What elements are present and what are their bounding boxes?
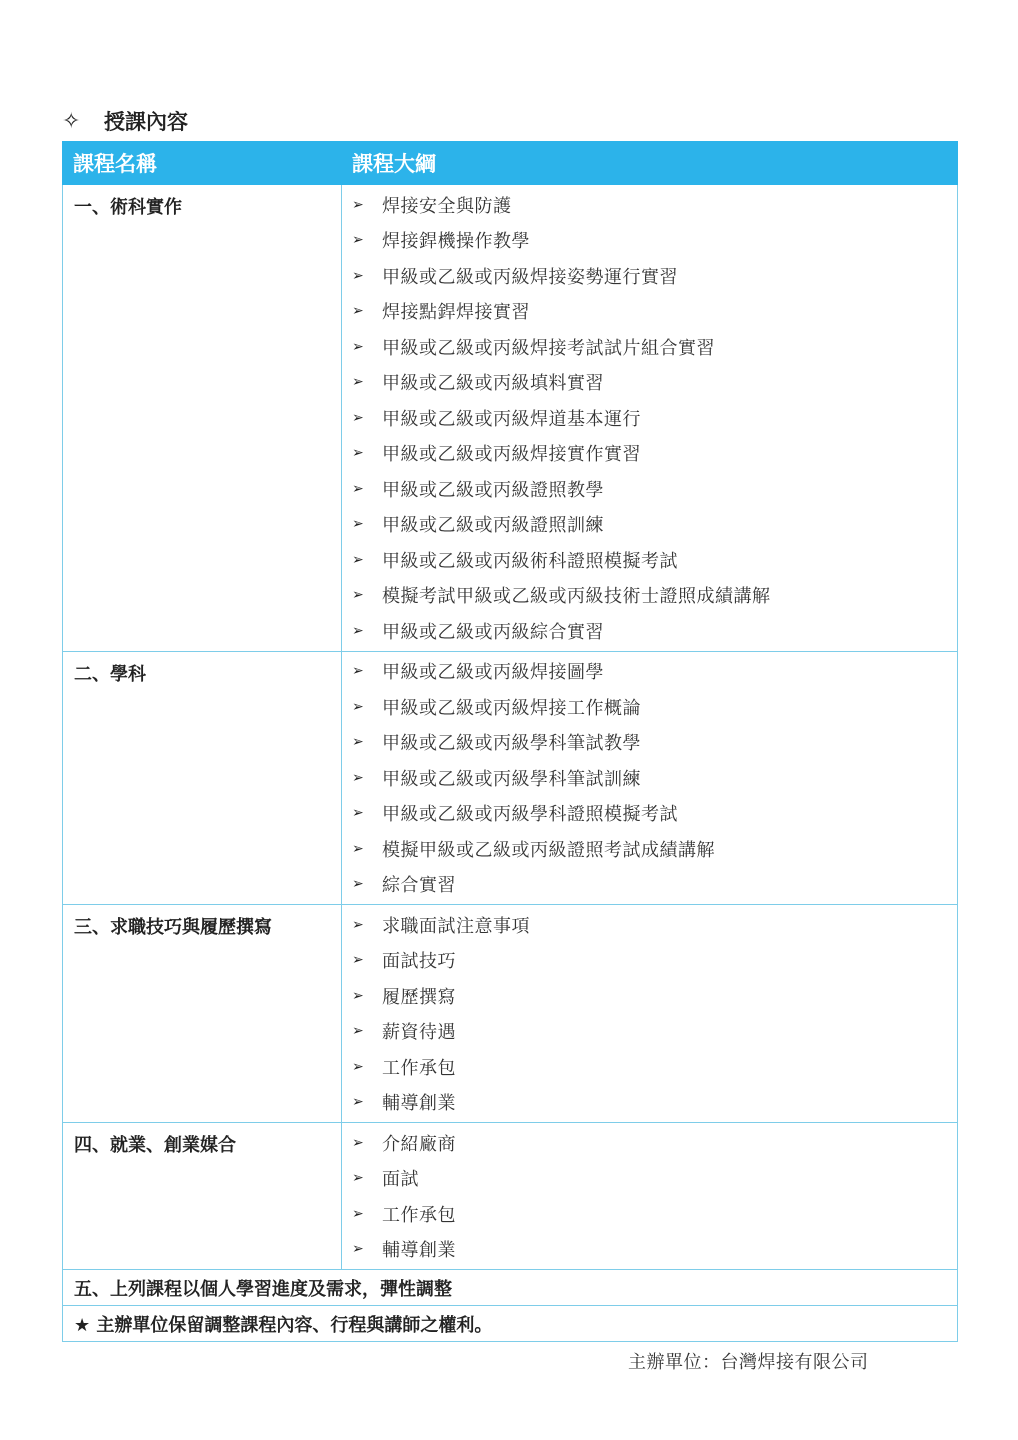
list-item xyxy=(342,1161,957,1197)
course-outline-list xyxy=(342,907,957,1120)
list-item xyxy=(342,1125,957,1161)
arrow-bullet-icon: ➢ xyxy=(352,516,365,533)
list-item-text: 甲級或乙級或丙級證照訓練 xyxy=(382,515,604,537)
course-outline-cell xyxy=(342,651,958,905)
arrow-bullet-icon: ➢ xyxy=(352,267,365,284)
course-group-row xyxy=(63,651,958,905)
arrow-bullet-icon: ➢ xyxy=(352,805,365,822)
arrow-bullet-icon: ➢ xyxy=(352,698,365,715)
list-item xyxy=(342,258,957,294)
arrow-bullet-icon: ➢ xyxy=(352,876,365,893)
section-title: 授課內容 xyxy=(104,110,188,134)
list-item-text: 甲級或乙級或丙級焊接考試試片組合實習 xyxy=(382,337,715,359)
list-item-text: 甲級或乙級或丙級學科筆試訓練 xyxy=(382,768,641,790)
list-item-text: 甲級或乙級或丙級焊道基本運行 xyxy=(382,408,641,430)
list-item xyxy=(342,436,957,472)
course-outline-list xyxy=(342,187,957,649)
list-item-text: 甲級或乙級或丙級綜合實習 xyxy=(382,621,604,643)
list-item-text: 介紹廠商 xyxy=(382,1133,456,1155)
section-heading xyxy=(62,104,188,138)
arrow-bullet-icon: ➢ xyxy=(352,445,365,462)
course-group-name: 一、術科實作 xyxy=(63,185,342,652)
course-group-name: 二、學科 xyxy=(63,651,342,905)
list-item-text: 甲級或乙級或丙級填料實習 xyxy=(382,373,604,395)
arrow-bullet-icon: ➢ xyxy=(352,374,365,391)
list-item xyxy=(342,796,957,832)
arrow-bullet-icon: ➢ xyxy=(352,480,365,497)
list-item-text: 甲級或乙級或丙級學科證照模擬考試 xyxy=(382,804,678,826)
note-row xyxy=(63,1270,958,1306)
list-item-text: 甲級或乙級或丙級焊接圖學 xyxy=(382,662,604,684)
table-header-row xyxy=(63,142,958,185)
arrow-bullet-icon: ➢ xyxy=(352,1058,365,1075)
list-item xyxy=(342,400,957,436)
list-item xyxy=(342,223,957,259)
arrow-bullet-icon: ➢ xyxy=(352,551,365,568)
course-outline-cell xyxy=(342,185,958,652)
list-item xyxy=(342,578,957,614)
list-item xyxy=(342,725,957,761)
arrow-bullet-icon: ➢ xyxy=(352,409,365,426)
course-outline-list xyxy=(342,1125,957,1267)
list-item-text: 甲級或乙級或丙級焊接姿勢運行實習 xyxy=(382,266,678,288)
course-group-row xyxy=(63,1123,958,1270)
list-item xyxy=(342,1196,957,1232)
list-item-text: 工作承包 xyxy=(382,1057,456,1079)
list-item xyxy=(342,365,957,401)
list-item-text: 模擬考試甲級或乙級或丙級技術士證照成績講解 xyxy=(382,586,771,608)
four-point-star-icon: ✧ xyxy=(62,108,81,134)
note-text: 五、上列課程以個人學習進度及需求，彈性調整 xyxy=(63,1270,958,1306)
list-item xyxy=(342,760,957,796)
arrow-bullet-icon: ➢ xyxy=(352,769,365,786)
course-group-row xyxy=(63,905,958,1123)
list-item-text: 甲級或乙級或丙級焊接實作實習 xyxy=(382,444,641,466)
list-item xyxy=(342,1085,957,1121)
arrow-bullet-icon: ➢ xyxy=(352,196,365,213)
list-item xyxy=(342,654,957,690)
list-item xyxy=(342,978,957,1014)
arrow-bullet-icon: ➢ xyxy=(352,1170,365,1187)
arrow-bullet-icon: ➢ xyxy=(352,1023,365,1040)
list-item xyxy=(342,471,957,507)
arrow-bullet-icon: ➢ xyxy=(352,987,365,1004)
arrow-bullet-icon: ➢ xyxy=(352,734,365,751)
list-item-text: 焊接點銲焊接實習 xyxy=(382,302,530,324)
header-course-name: 課程名稱 xyxy=(63,142,342,185)
list-item xyxy=(342,689,957,725)
arrow-bullet-icon: ➢ xyxy=(352,303,365,320)
list-item xyxy=(342,294,957,330)
list-item xyxy=(342,542,957,578)
list-item-text: 工作承包 xyxy=(382,1204,456,1226)
list-item-text: 輔導創業 xyxy=(382,1093,456,1115)
list-item xyxy=(342,907,957,943)
course-group-name: 三、求職技巧與履歷撰寫 xyxy=(63,905,342,1123)
arrow-bullet-icon: ➢ xyxy=(352,663,365,680)
list-item xyxy=(342,187,957,223)
list-item-text: 甲級或乙級或丙級學科筆試教學 xyxy=(382,733,641,755)
list-item xyxy=(342,1014,957,1050)
arrow-bullet-icon: ➢ xyxy=(352,232,365,249)
list-item-text: 求職面試注意事項 xyxy=(382,915,530,937)
list-item xyxy=(342,613,957,649)
arrow-bullet-icon: ➢ xyxy=(352,1205,365,1222)
list-item xyxy=(342,1232,957,1268)
list-item-text: 輔導創業 xyxy=(382,1240,456,1262)
list-item-text: 薪資待遇 xyxy=(382,1022,456,1044)
arrow-bullet-icon: ➢ xyxy=(352,338,365,355)
list-item-text: 焊接安全與防護 xyxy=(382,195,512,217)
header-course-outline: 課程大綱 xyxy=(342,142,958,185)
list-item xyxy=(342,507,957,543)
course-outline-list xyxy=(342,654,957,903)
course-table xyxy=(62,141,958,1342)
list-item-text: 焊接銲機操作教學 xyxy=(382,231,530,253)
arrow-bullet-icon: ➢ xyxy=(352,1241,365,1258)
course-group-row xyxy=(63,185,958,652)
arrow-bullet-icon: ➢ xyxy=(352,952,365,969)
course-outline-cell xyxy=(342,1123,958,1270)
disclaimer-row xyxy=(63,1306,958,1342)
list-item-text: 面試 xyxy=(382,1169,419,1191)
course-group-name: 四、就業、創業媒合 xyxy=(63,1123,342,1270)
list-item xyxy=(342,943,957,979)
disclaimer-text: ★ 主辦單位保留調整課程內容、行程與講師之權利。 xyxy=(63,1306,958,1342)
list-item xyxy=(342,329,957,365)
list-item-text: 甲級或乙級或丙級焊接工作概論 xyxy=(382,697,641,719)
footer-organizer: 主辦單位：台灣焊接有限公司 xyxy=(628,1352,869,1373)
list-item xyxy=(342,867,957,903)
arrow-bullet-icon: ➢ xyxy=(352,916,365,933)
arrow-bullet-icon: ➢ xyxy=(352,587,365,604)
list-item-text: 甲級或乙級或丙級術科證照模擬考試 xyxy=(382,550,678,572)
arrow-bullet-icon: ➢ xyxy=(352,840,365,857)
arrow-bullet-icon: ➢ xyxy=(352,1094,365,1111)
list-item-text: 綜合實習 xyxy=(382,875,456,897)
list-item xyxy=(342,831,957,867)
arrow-bullet-icon: ➢ xyxy=(352,1134,365,1151)
list-item-text: 面試技巧 xyxy=(382,951,456,973)
arrow-bullet-icon: ➢ xyxy=(352,622,365,639)
course-outline-cell xyxy=(342,905,958,1123)
list-item-text: 模擬甲級或乙級或丙級證照考試成績講解 xyxy=(382,839,715,861)
list-item-text: 履歷撰寫 xyxy=(382,986,456,1008)
list-item xyxy=(342,1049,957,1085)
list-item-text: 甲級或乙級或丙級證照教學 xyxy=(382,479,604,501)
